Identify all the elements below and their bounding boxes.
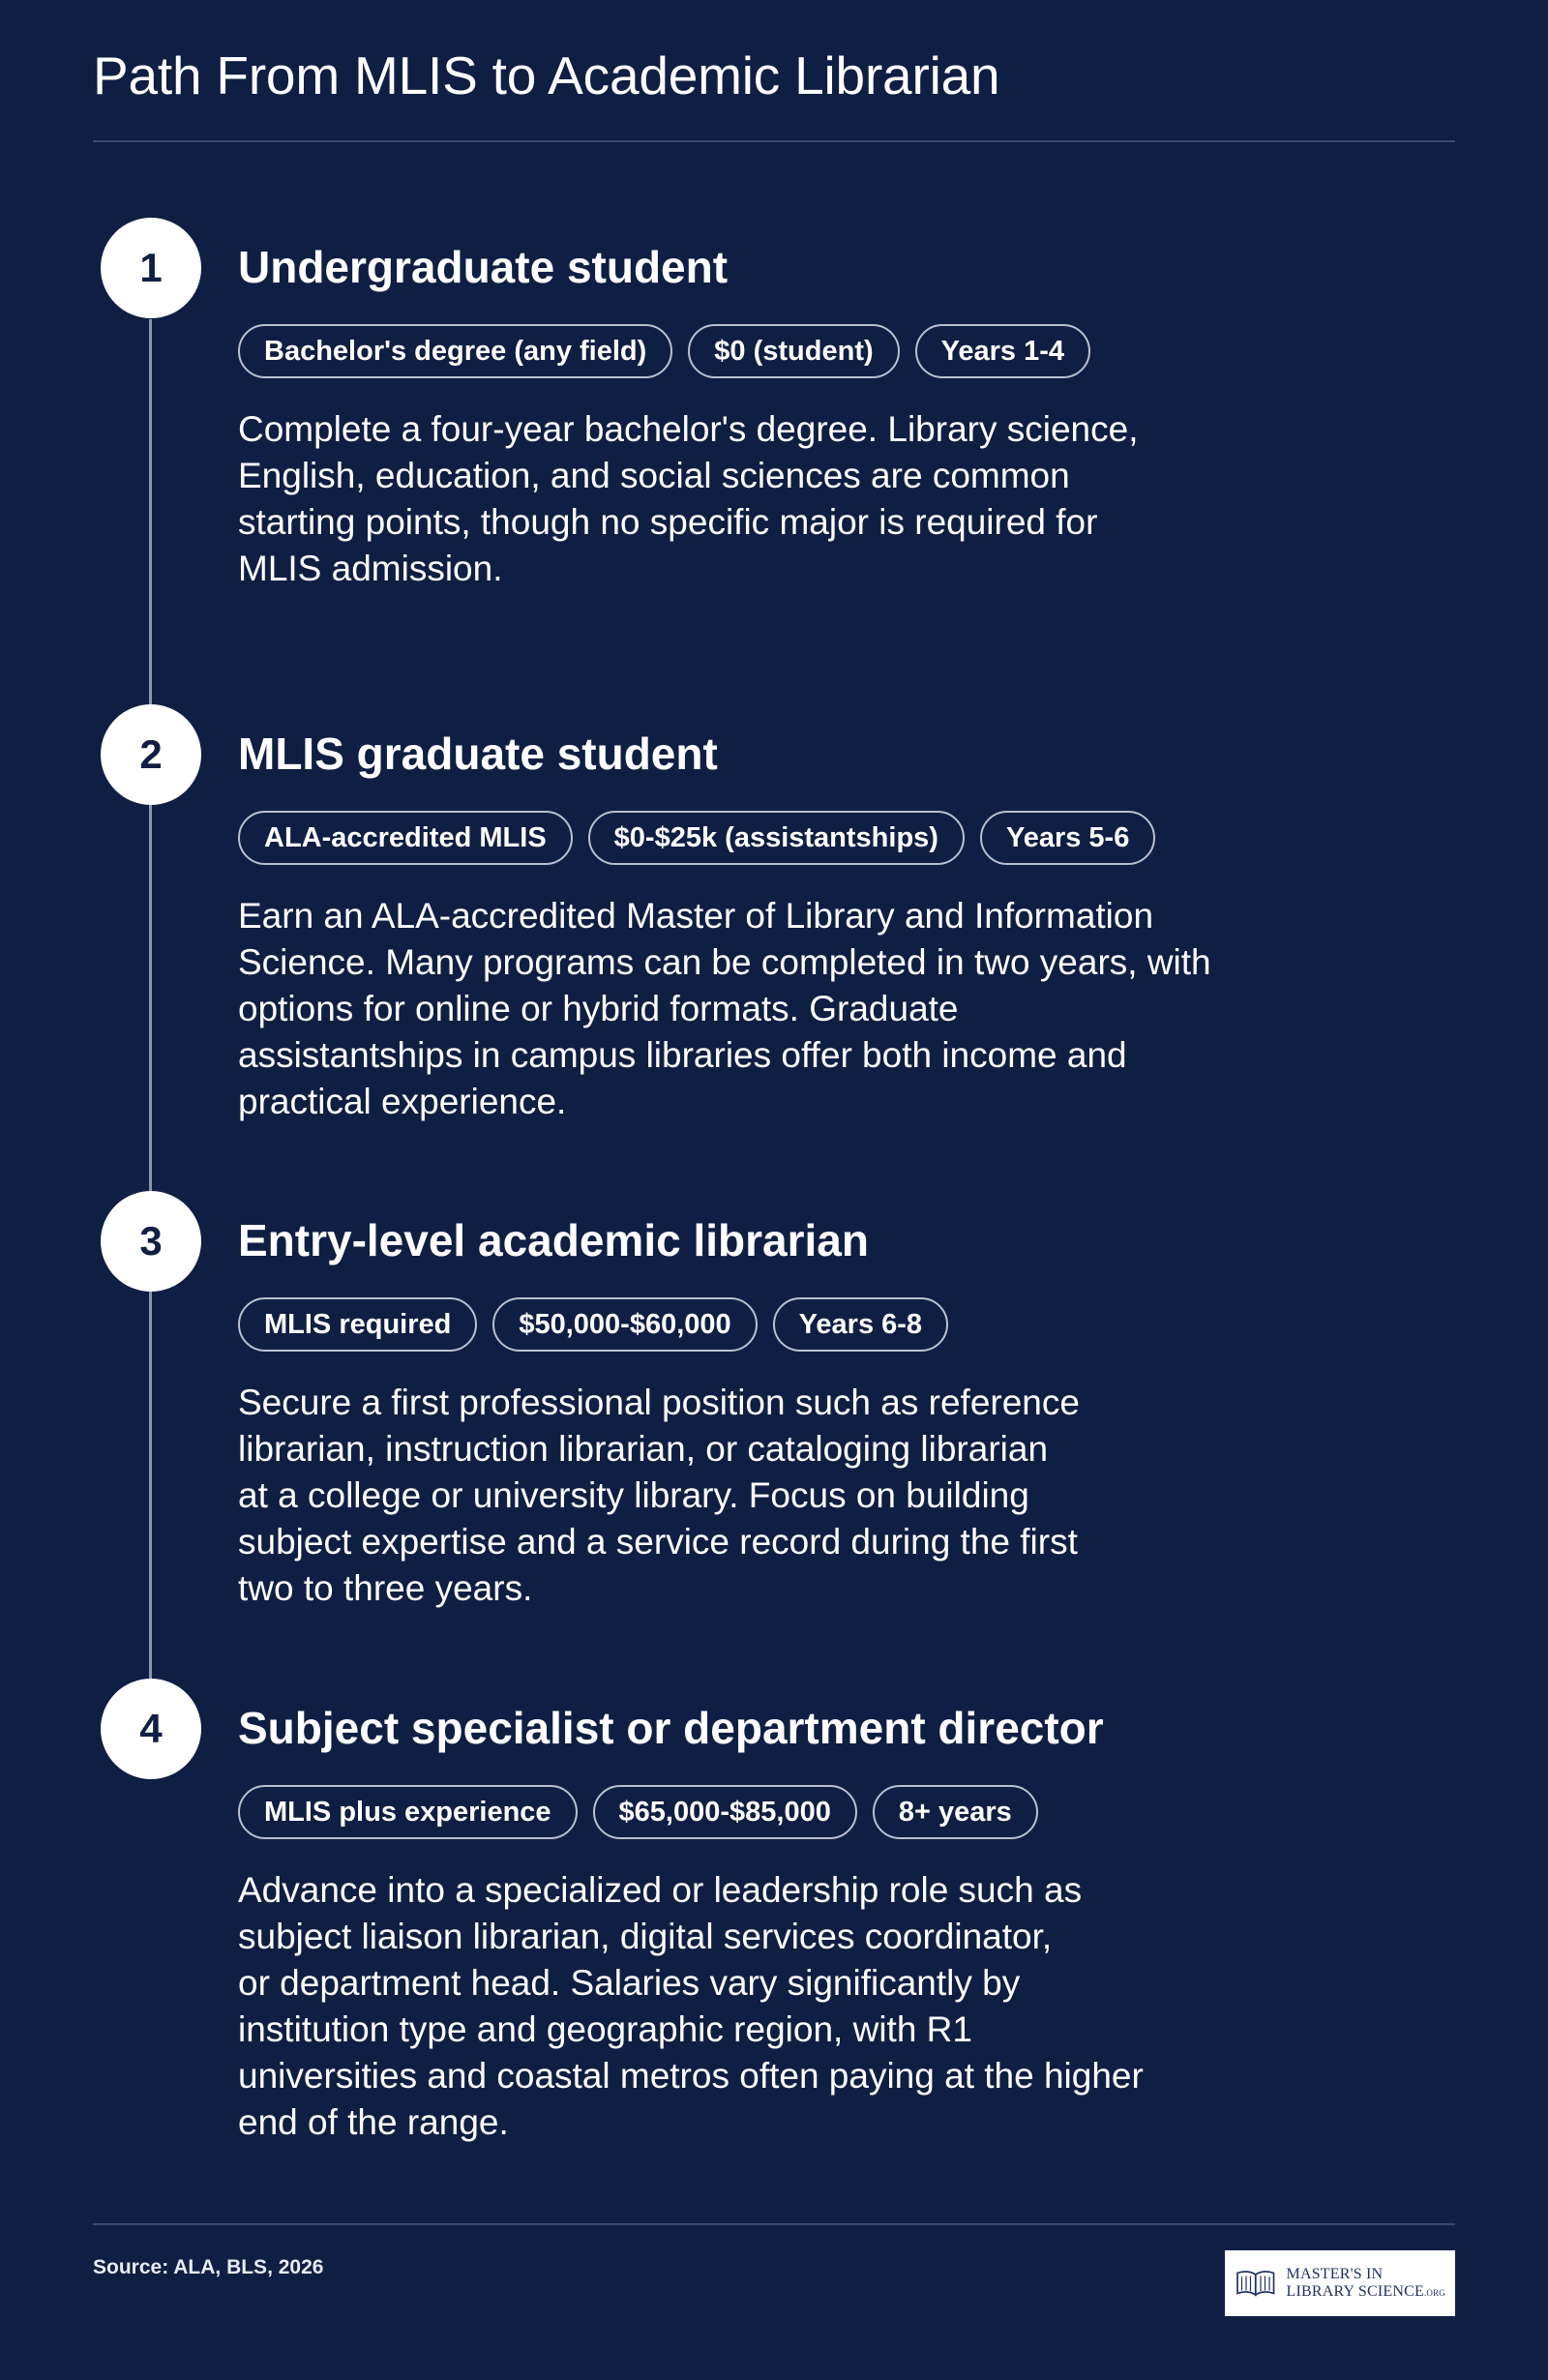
step-title: MLIS graduate student [238,729,718,779]
page-title: Path From MLIS to Academic Librarian [93,45,1000,105]
description-line: Secure a first professional position such as reference [238,1383,1080,1422]
description-line: English, education, and social sciences are common [238,456,1070,495]
education-tag: ALA-accredited MLIS [238,811,573,865]
description-line: subject liaison librarian, digital services coordinator, [238,1917,1053,1956]
step-number-circle: 2 [101,704,201,805]
step-description [238,406,1264,592]
description-line: starting points, though no specific major is required for [238,502,1098,542]
description-line: practical experience. [238,1082,567,1121]
description-line: subject expertise and a service record during the first [238,1522,1078,1562]
source-credit: Source: ALA, BLS, 2026 [93,2256,324,2278]
step-tags [238,324,1090,378]
description-line: options for online or hybrid formats. Graduate [238,989,959,1028]
salary-tag: $65,000-$85,000 [593,1785,857,1839]
step-number-circle: 3 [101,1191,201,1292]
description-line: universities and coastal metros often paying at the higher [238,2056,1144,2096]
step-title: Undergraduate student [238,242,729,292]
logo-line-2 [1287,2283,1445,2302]
step-tags [238,1785,1038,1839]
education-tag: Bachelor's degree (any field) [238,324,672,378]
salary-tag: $50,000-$60,000 [492,1297,757,1352]
salary-tag: $0 (student) [688,324,899,378]
step-title: Subject specialist or department director [238,1703,1104,1753]
description-line: MLIS admission. [238,549,503,588]
header-divider [93,140,1455,142]
logo-line-2-text: LIBRARY SCIENCE [1286,2282,1424,2300]
site-logo[interactable] [1225,2250,1455,2316]
timeframe-tag: Years 5-6 [980,811,1155,865]
logo-line-1: MASTER'S IN [1286,2265,1384,2282]
logo-wordmark [1287,2266,1445,2302]
description-line: end of the range. [238,2102,509,2142]
description-line: librarian, instruction librarian, or cataloging librarian [238,1429,1049,1469]
logo-suffix: .ORG [1423,2287,1445,2298]
step-description [238,1380,1264,1612]
step-tags [238,811,1155,865]
description-line: two to three years. [238,1568,533,1608]
open-book-icon [1235,2264,1277,2303]
timeline-line [149,319,152,1679]
step-description [238,893,1264,1125]
description-line: at a college or university library. Focus on building [238,1475,1029,1515]
description-line: assistantships in campus libraries offer both income and [238,1035,1127,1075]
education-tag: MLIS required [238,1297,477,1352]
salary-tag: $0-$25k (assistantships) [588,811,965,865]
education-tag: MLIS plus experience [238,1785,578,1839]
description-line: Science. Many programs can be completed in two years, with [238,942,1211,982]
footer-divider [93,2223,1455,2225]
step-tags [238,1297,948,1352]
description-line: Complete a four-year bachelor's degree. Library science, [238,409,1139,449]
timeframe-tag: Years 1-4 [915,324,1090,378]
step-description [238,1867,1264,2146]
step-number-circle: 1 [101,218,201,318]
step-title: Entry-level academic librarian [238,1215,869,1265]
step-number-circle: 4 [101,1679,201,1779]
timeframe-tag: 8+ years [873,1785,1038,1839]
description-line: Earn an ALA-accredited Master of Library and Information [238,896,1154,936]
timeframe-tag: Years 6-8 [773,1297,948,1352]
description-line: or department head. Salaries vary significantly by [238,1963,1021,2003]
description-line: institution type and geographic region, with R1 [238,2009,972,2049]
description-line: Advance into a specialized or leadership role such as [238,1870,1083,1910]
